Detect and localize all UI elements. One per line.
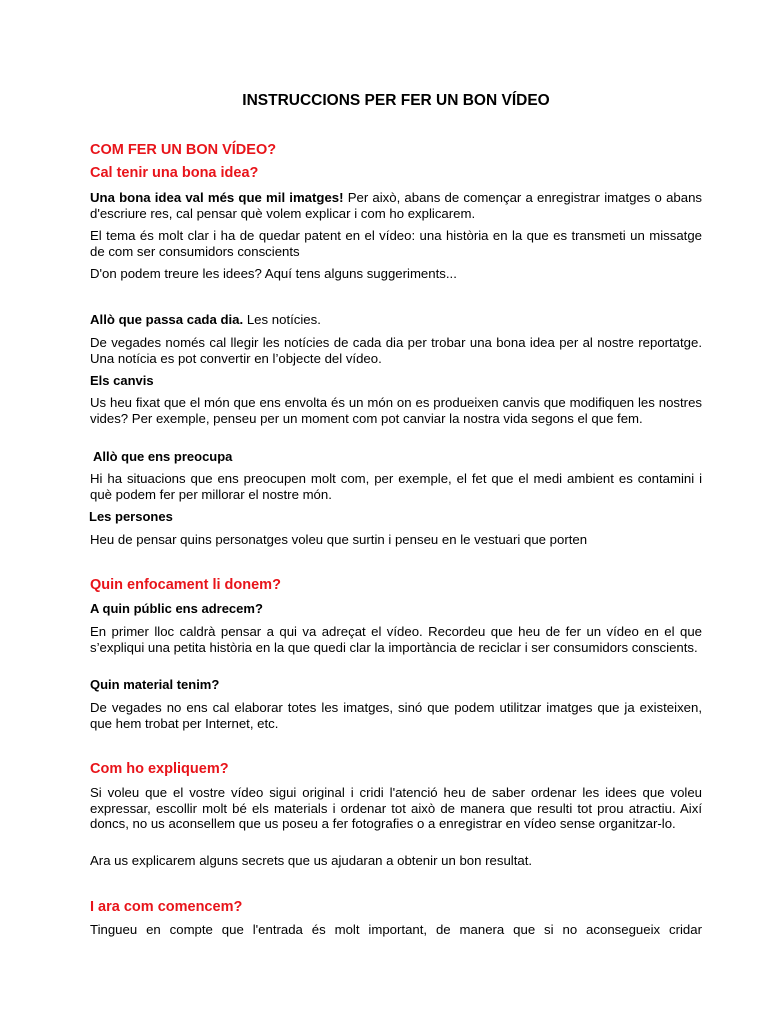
- section-heading-comencem: I ara com comencem?: [90, 899, 243, 915]
- item-label: Allò que passa cada dia.: [90, 312, 244, 327]
- document-title: INSTRUCCIONS PER FER UN BON VÍDEO: [242, 92, 550, 109]
- paragraph-bold-lead: Una bona idea val més que mil imatges!: [90, 190, 344, 205]
- item-persones: Les persones: [89, 509, 173, 524]
- item-els-canvis: Els canvis: [90, 373, 154, 388]
- paragraph-tema: El tema és molt clar i ha de quedar patent en el vídeo: una història en la que es transmeti un missatge de com ser consumidors conscients: [90, 228, 702, 259]
- item-cada-dia: [90, 312, 702, 328]
- subheading-public: A quin públic ens adrecem?: [90, 601, 263, 616]
- subheading-bona-idea: Cal tenir una bona idea?: [90, 165, 259, 181]
- subheading-material: Quin material tenim?: [90, 677, 220, 692]
- paragraph-noticies: De vegades només cal llegir les notícies de cada dia per trobar una bona idea per al nostre reportatge. Una notícia es pot convertir en l’objecte del vídeo.: [90, 335, 702, 366]
- section-heading-enfocament: Quin enfocament li donem?: [90, 577, 281, 593]
- paragraph-canvis: Us heu fixat que el món que ens envolta és un món on es produeixen canvis que modifiquen les nostres vides? Per exemple, penseu per un moment com pot canviar la nostra vida segons el que fem.: [90, 395, 702, 426]
- paragraph-bona-idea: [90, 190, 702, 221]
- paragraph-secrets: Ara us explicarem alguns secrets que us ajudaran a obtenir un bon resultat.: [90, 853, 533, 868]
- item-text: Les notícies.: [243, 312, 321, 327]
- paragraph-original: Si voleu que el vostre vídeo sigui original i cridi l'atenció heu de saber ordenar les idees que voleu expressar, escollir molt bé els materials i ordenar tot això de manera que resulti tot prou atractiu. Així doncs, no us aconsellem que us poseu a fer fotografies o a enregistrar en vídeo sense organitzar-lo.: [90, 785, 702, 831]
- item-preocupa: Allò que ens preocupa: [93, 449, 233, 464]
- paragraph-preocupa: Hi ha situacions que ens preocupen molt com, per exemple, el fet que el medi ambient es contamini i què podem fer per millorar el nostre món.: [90, 471, 702, 502]
- paragraph-text: Per això, abans de començar a enregistrar imatges o abans d'escriure res, cal pensar què volem explicar i com ho explicarem.: [90, 190, 702, 221]
- section-heading-expliquem: Com ho expliquem?: [90, 761, 229, 777]
- paragraph-material: De vegades no ens cal elaborar totes les imatges, sinó que podem utilitzar imatges que ja existeixen, que hem trobat per Internet, etc.: [90, 700, 702, 731]
- paragraph-public: En primer lloc caldrà pensar a qui va adreçat el vídeo. Recordeu que heu de fer un vídeo en el que s’expliqui una petita història en la que quedi clar la importància de reciclar i ser consumidors conscients.: [90, 624, 702, 655]
- paragraph-entrada: Tingueu en compte que l'entrada és molt important, de manera que si no aconsegueix cridar: [90, 922, 702, 937]
- paragraph-persones: Heu de pensar quins personatges voleu que surtin i penseu en le vestuari que porten: [90, 532, 588, 547]
- paragraph-idees: D'on podem treure les idees? Aquí tens alguns suggeriments...: [90, 266, 457, 281]
- section-heading-com-fer: COM FER UN BON VÍDEO?: [90, 142, 277, 158]
